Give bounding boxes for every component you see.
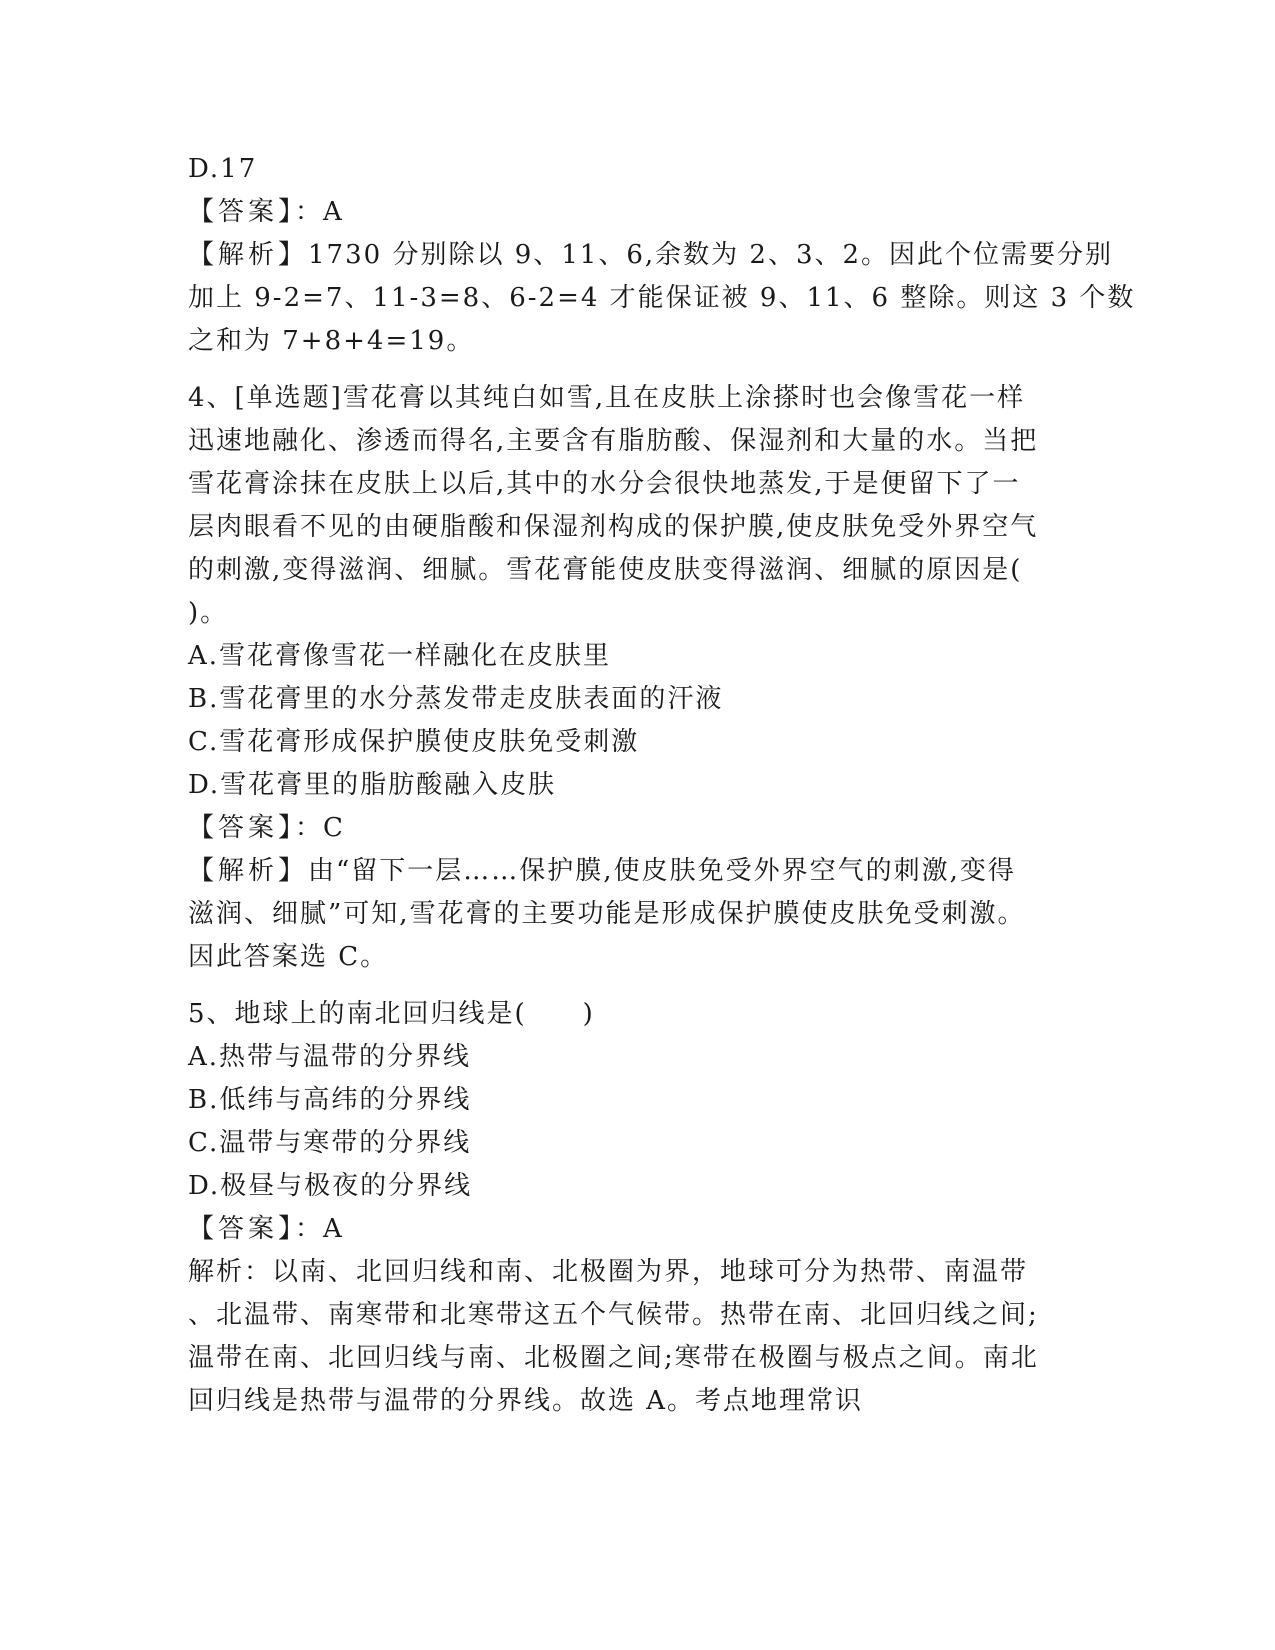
q4-answer-label: 【答案】 bbox=[188, 813, 296, 843]
q4-stem-line: 的刺激,变得滋润、细腻。雪花膏能使皮肤变得滋润、细腻的原因是( bbox=[188, 555, 1023, 585]
q5-explanation-line: 、北温带、南寒带和北寒带这五个气候带。热带在南、北回归线之间; bbox=[188, 1300, 1039, 1330]
q4-answer-sep: ： bbox=[295, 813, 324, 843]
q5-stem: 5、地球上的南北回归线是( ) bbox=[188, 999, 595, 1029]
question-gap bbox=[188, 363, 1088, 377]
q4-answer bbox=[188, 807, 1088, 850]
q4-option-d: D.雪花膏里的脂肪酸融入皮肤 bbox=[188, 770, 557, 800]
q4-stem-line: )。 bbox=[188, 598, 229, 628]
q4-option-b: B.雪花膏里的水分蒸发带走皮肤表面的汗液 bbox=[188, 684, 724, 714]
q4-explanation-text: 由“留下一层……保护膜,使皮肤免受外界空气的刺激,变得 bbox=[308, 856, 1016, 886]
q3-explanation-text: 1730 分别除以 9、11、6,余数为 2、3、2。因此个位需要分别 bbox=[308, 240, 1114, 270]
question-gap bbox=[188, 979, 1088, 993]
q4-explanation-line: 滋润、细腻”可知,雪花膏的主要功能是形成保护膜使皮肤免受刺激。 bbox=[188, 899, 1026, 929]
q3-explanation-line: 加上 9-2=7、11-3=8、6-2=4 才能保证被 9、11、6 整除。则这 3 个数 bbox=[188, 283, 1136, 313]
q5-option-d: D.极昼与极夜的分界线 bbox=[188, 1171, 473, 1201]
q3-explanation-label: 【解析】 bbox=[188, 240, 309, 270]
q5-answer-sep: ： bbox=[295, 1214, 324, 1244]
q5-answer-label: 【答案】 bbox=[188, 1214, 296, 1244]
q5-explanation-line: 温带在南、北回归线与南、北极圈之间;寒带在极圈与极点之间。南北 bbox=[188, 1343, 1039, 1373]
q5-answer-value: A bbox=[323, 1214, 344, 1244]
q5-option-b: B.低纬与高纬的分界线 bbox=[188, 1085, 472, 1115]
q4-stem-line: 4、[单选题]雪花膏以其纯白如雪,且在皮肤上涂搽时也会像雪花一样 bbox=[188, 383, 1026, 413]
q5-option-c: C.温带与寒带的分界线 bbox=[188, 1128, 472, 1158]
q3-answer bbox=[188, 191, 1088, 234]
q4-option-c: C.雪花膏形成保护膜使皮肤免受刺激 bbox=[188, 727, 640, 757]
q3-explanation-line bbox=[188, 234, 1114, 277]
q3-option-d: D.17 bbox=[188, 154, 258, 184]
q3-explanation-line: 之和为 7+8+4=19。 bbox=[188, 326, 475, 356]
q5-option-a: A.热带与温带的分界线 bbox=[188, 1042, 472, 1072]
q5-explanation-line: 回归线是热带与温带的分界线。故选 A。考点地理常识 bbox=[188, 1386, 864, 1416]
q3-answer-label: 【答案】 bbox=[188, 197, 296, 227]
q4-stem-line: 迅速地融化、渗透而得名,主要含有脂肪酸、保湿剂和大量的水。当把 bbox=[188, 426, 1039, 456]
q4-stem-line: 雪花膏涂抹在皮肤上以后,其中的水分会很快地蒸发,于是便留下了一 bbox=[188, 469, 1021, 499]
q3-answer-value: A bbox=[323, 197, 344, 227]
q4-option-a: A.雪花膏像雪花一样融化在皮肤里 bbox=[188, 641, 612, 671]
document-page bbox=[188, 148, 1136, 1423]
q4-stem-line: 层肉眼看不见的由硬脂酸和保湿剂构成的保护膜,使皮肤免受外界空气 bbox=[188, 512, 1039, 542]
q3-answer-sep: ： bbox=[295, 197, 324, 227]
q5-answer bbox=[188, 1208, 1088, 1251]
q4-explanation-label: 【解析】 bbox=[188, 856, 309, 886]
q4-explanation-line: 因此答案选 C。 bbox=[188, 942, 389, 972]
q4-answer-value: C bbox=[323, 813, 345, 843]
q4-explanation-line bbox=[188, 850, 1088, 893]
q5-explanation-line: 解析：以南、北回归线和南、北极圈为界，地球可分为热带、南温带 bbox=[188, 1257, 1029, 1287]
